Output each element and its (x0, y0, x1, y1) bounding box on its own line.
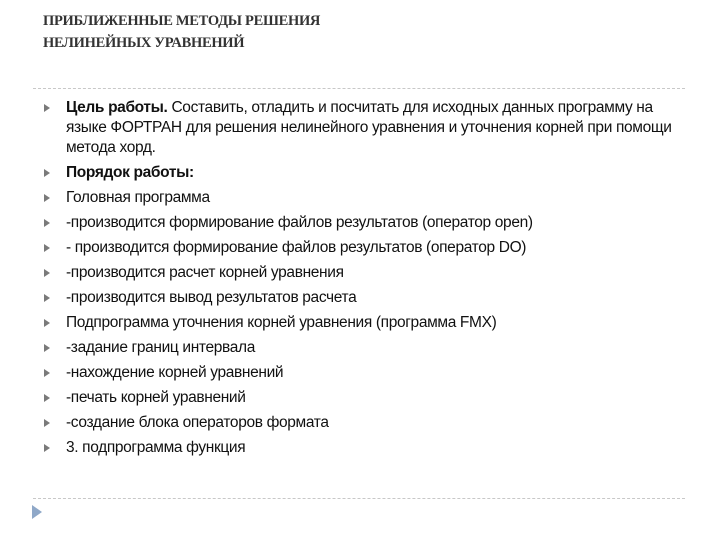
list-item (42, 263, 682, 283)
slide-title (43, 10, 320, 54)
list-item (42, 188, 682, 208)
list-item (42, 388, 682, 408)
item-text: Составить, отладить и посчитать для исходных данных программу на языке ФОРТРАН для решения нелинейного уравнения и уточнения корней при помощи метода хорд. (66, 99, 672, 156)
list-item (42, 338, 682, 358)
title-line-1: ПРИБЛИЖЕННЫЕ МЕТОДЫ РЕШЕНИЯ (43, 13, 321, 29)
bullet-triangle-icon (44, 369, 50, 377)
bullet-triangle-icon (44, 444, 50, 452)
bullet-triangle-icon (44, 169, 50, 177)
item-text: -печать корней уравнений (66, 389, 246, 406)
list-item (42, 438, 682, 458)
bullet-triangle-icon (44, 219, 50, 227)
bullet-triangle-icon (44, 394, 50, 402)
title-line-2: НЕЛИНЕЙНЫХ УРАВНЕНИЙ (43, 35, 245, 51)
list-item (42, 413, 682, 433)
bullet-triangle-icon (44, 419, 50, 427)
item-text: - производится формирование файлов результатов (оператор DO) (66, 239, 527, 256)
list-item (42, 163, 682, 183)
bullet-triangle-icon (44, 294, 50, 302)
item-text: Подпрограмма уточнения корней уравнения (программа FMX) (66, 314, 497, 331)
list-item (42, 238, 682, 258)
item-text: -производится расчет корней уравнения (66, 264, 344, 281)
item-bold: Цель работы. (66, 99, 168, 116)
bullet-list (42, 98, 682, 463)
list-item (42, 313, 682, 333)
list-item (42, 213, 682, 233)
item-text: -создание блока операторов формата (66, 414, 329, 431)
bullet-triangle-icon (44, 194, 50, 202)
item-text: 3. подпрограмма функция (66, 439, 246, 456)
bottom-divider (33, 498, 685, 499)
list-item (42, 288, 682, 308)
bullet-triangle-icon (44, 319, 50, 327)
item-text: -задание границ интервала (66, 339, 255, 356)
item-text: Головная программа (66, 189, 210, 206)
item-bold: Порядок работы: (66, 164, 194, 181)
item-text: -производится вывод результатов расчета (66, 289, 357, 306)
list-item (42, 98, 682, 158)
bullet-triangle-icon (44, 104, 50, 112)
bullet-triangle-icon (44, 344, 50, 352)
item-text: -производится формирование файлов результатов (оператор open) (66, 214, 533, 231)
list-item (42, 363, 682, 383)
top-divider (33, 88, 685, 89)
footer-triangle-icon (32, 505, 42, 519)
item-text: -нахождение корней уравнений (66, 364, 284, 381)
bullet-triangle-icon (44, 244, 50, 252)
bullet-triangle-icon (44, 269, 50, 277)
